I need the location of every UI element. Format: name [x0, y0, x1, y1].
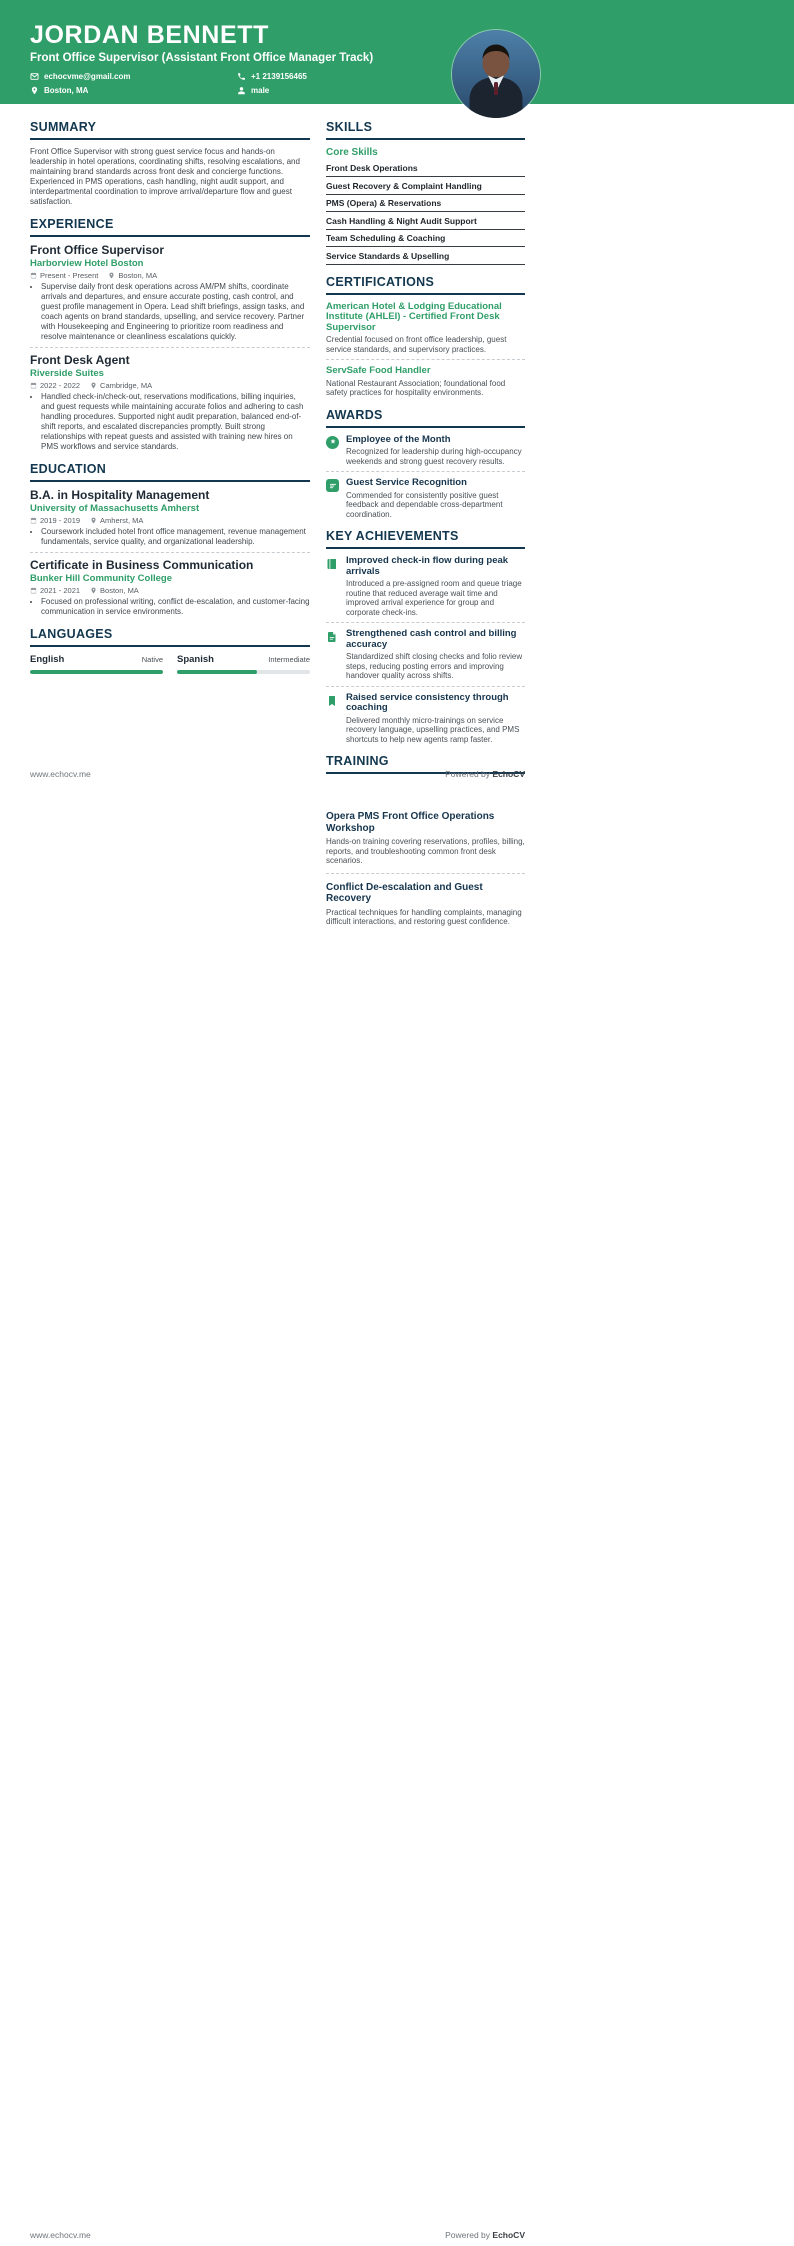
company-name: Riverside Suites — [30, 368, 104, 379]
file-icon — [326, 630, 339, 643]
contact-phone — [237, 72, 457, 81]
skill-item: Service Standards & Upselling — [326, 251, 525, 265]
skill-item: Team Scheduling & Coaching — [326, 233, 525, 247]
award-description: Recognized for leadership during high-occupancy weekends and strong guest recovery results. — [346, 447, 522, 466]
right-column — [326, 120, 525, 784]
training-description: Hands-on training covering reservations, profiles, billing, reports, and troubleshooting common front desk scenarios. — [326, 837, 525, 865]
school-name: University of Massachusetts Amherst — [30, 503, 200, 514]
dates-text: Present - Present — [40, 271, 99, 280]
dates-chip — [30, 586, 80, 595]
item-separator — [326, 471, 525, 472]
calendar-icon — [30, 272, 37, 279]
location-pin-icon — [90, 587, 97, 594]
email-text: echocvme@gmail.com — [44, 72, 131, 81]
job-location-text: Cambridge, MA — [100, 381, 153, 390]
resume-header — [0, 0, 794, 104]
skill-item: PMS (Opera) & Reservations — [326, 198, 525, 212]
achievement-content — [346, 629, 525, 681]
training-heading: TRAINING — [326, 754, 525, 774]
email-icon — [30, 72, 39, 81]
education-meta — [30, 516, 310, 525]
awards-heading: AWARDS — [326, 408, 525, 428]
award-item — [326, 435, 525, 467]
candidate-headline: Front Office Supervisor (Assistant Front Office Manager Track) — [30, 52, 374, 64]
calendar-icon — [30, 517, 37, 524]
achievements-heading: KEY ACHIEVEMENTS — [326, 529, 525, 549]
degree-title: Certificate in Business Communication — [30, 558, 254, 572]
certifications-heading: CERTIFICATIONS — [326, 275, 525, 295]
skill-item: Guest Recovery & Complaint Handling — [326, 181, 525, 195]
training-item — [326, 811, 525, 866]
section-summary — [30, 120, 310, 207]
section-education — [30, 462, 310, 617]
profile-photo — [452, 30, 540, 118]
achievement-item — [326, 629, 525, 681]
job-location-text: Boston, MA — [118, 271, 158, 280]
dates-chip — [30, 516, 80, 525]
experience-heading: EXPERIENCE — [30, 217, 310, 237]
training-description: Practical techniques for handling complaints, managing difficult interactions, and restoring guest confidence. — [326, 907, 522, 926]
location-pin-icon — [90, 382, 97, 389]
powered-by-prefix: Powered by — [445, 769, 491, 779]
phone-icon — [237, 72, 246, 81]
achievement-description: Introduced a pre-assigned room and queue triage routine that reduced average wait time and improved arrival experience for group and corporate check-ins. — [346, 579, 522, 617]
skills-group-label: Core Skills — [326, 147, 378, 158]
contact-list — [30, 72, 764, 95]
section-certifications — [326, 275, 525, 398]
certification-title: American Hotel & Lodging Educational Institute (AHLEI) - Certified Front Desk Supervisor — [326, 300, 502, 333]
language-item — [30, 654, 163, 674]
person-icon — [237, 86, 246, 95]
achievement-item — [326, 693, 525, 745]
powered-by-prefix: Powered by — [445, 2230, 491, 2240]
training-title: Opera PMS Front Office Operations Workshop — [326, 811, 495, 834]
item-separator — [326, 873, 525, 874]
resume-body — [0, 104, 794, 784]
medal-icon — [326, 436, 339, 449]
award-description: Commended for consistently positive guest feedback and dependable cross-department coordination. — [346, 490, 503, 519]
education-bullet: • Focused on professional writing, conflict de-escalation, and customer-facing communication in service environments. — [41, 597, 310, 617]
phone-text: +1 2139156465 — [251, 72, 307, 81]
item-separator — [326, 622, 525, 623]
location-chip — [90, 586, 139, 595]
candidate-name: JORDAN BENNETT — [30, 21, 269, 49]
language-level: Native — [141, 655, 163, 664]
school-location-text: Boston, MA — [100, 586, 139, 595]
award-title: Guest Service Recognition — [346, 477, 467, 488]
section-languages — [30, 627, 310, 674]
section-key-achievements — [326, 529, 525, 744]
training-item — [326, 882, 525, 927]
training-title: Conflict De-escalation and Guest Recovery — [326, 881, 483, 904]
degree-title: B.A. in Hospitality Management — [30, 488, 210, 502]
job-title: Front Office Supervisor — [30, 243, 165, 257]
item-separator — [326, 686, 525, 687]
location-chip — [90, 516, 143, 525]
school-location-text: Amherst, MA — [100, 516, 144, 525]
language-progress-fill — [30, 670, 163, 674]
certificate-icon — [326, 479, 339, 492]
calendar-icon — [30, 587, 37, 594]
skills-heading: SKILLS — [326, 120, 525, 140]
dates-text: 2022 - 2022 — [40, 381, 81, 390]
job-title: Front Desk Agent — [30, 353, 130, 367]
gender-text: male — [251, 86, 270, 95]
languages-grid — [30, 654, 310, 674]
location-chip — [108, 271, 157, 280]
achievement-title: Strengthened cash control and billing accuracy — [346, 628, 517, 650]
achievement-description: Delivered monthly micro-trainings on service recovery language, upselling practices, and PMS shortcuts to help new agents ramp faster. — [346, 715, 520, 744]
award-item — [326, 478, 525, 519]
location-pin-icon — [108, 272, 115, 279]
job-meta — [30, 381, 310, 390]
item-separator — [30, 347, 310, 348]
summary-text: Front Office Supervisor with strong guest service focus and hands-on leadership in hotel operations, coordinating shifts, resolving escalations, and maintaining brand standards across front desk and concierge functions. Experienced in PMS operations, cash handling, night audit support, and interdepartmental coordination to improve arrival/departure flow and guest satisfaction. — [30, 147, 300, 206]
job-bullets — [30, 392, 310, 452]
certification-description: National Restaurant Association; foundational food safety practices for hospitality environments. — [326, 378, 506, 397]
training-items — [326, 811, 525, 927]
education-bullet: • Coursework included hotel front office management, revenue management fundamentals, service quality, and organizational leadership. — [41, 527, 310, 547]
powered-by — [445, 2230, 525, 2240]
language-progress-fill — [177, 670, 257, 674]
location-pin-icon — [90, 517, 97, 524]
footer-site-link[interactable]: www.echocv.me — [30, 769, 91, 779]
achievement-item — [326, 556, 525, 617]
section-experience — [30, 217, 310, 452]
section-awards — [326, 408, 525, 520]
achievement-content — [346, 556, 525, 617]
education-bullets — [30, 597, 310, 617]
achievement-description: Standardized shift closing checks and folio review steps, reducing posting errors and improving handover quality across shifts. — [346, 652, 523, 680]
resume-page-2 — [0, 785, 794, 2246]
location-icon — [30, 86, 39, 95]
language-name: English — [30, 654, 65, 665]
skill-item: Cash Handling & Night Audit Support — [326, 216, 525, 230]
education-meta — [30, 586, 310, 595]
job-meta — [30, 271, 310, 280]
contact-email[interactable] — [30, 72, 237, 81]
education-heading: EDUCATION — [30, 462, 310, 482]
education-item — [30, 559, 310, 617]
item-separator — [30, 552, 310, 553]
dates-chip — [30, 271, 98, 280]
skill-item: Front Desk Operations — [326, 163, 525, 177]
language-name: Spanish — [177, 654, 214, 665]
brand-link[interactable]: EchoCV — [492, 769, 525, 779]
bookmark-icon — [326, 694, 339, 707]
experience-item — [30, 354, 310, 452]
avatar — [452, 30, 540, 118]
calendar-icon — [30, 382, 37, 389]
book-icon — [326, 557, 339, 570]
certification-description: Credential focused on front office leadership, guest service standards, and supervisory practices. — [326, 335, 507, 354]
footer-site-link[interactable]: www.echocv.me — [30, 2230, 91, 2240]
company-name: Harborview Hotel Boston — [30, 258, 144, 269]
left-column — [30, 120, 310, 784]
achievement-content — [346, 693, 525, 745]
item-separator — [326, 359, 525, 360]
language-level: Intermediate — [268, 655, 310, 664]
dates-text: 2019 - 2019 — [40, 516, 81, 525]
location-text: Boston, MA — [44, 86, 89, 95]
language-progress-track — [177, 670, 310, 674]
job-bullet: • Handled check-in/check-out, reservations modifications, billing inquiries, and guest requests while maintaining accurate folios and adhering to cash handling procedures. Supported night audit preparation, balanced end-of-shift reports, and escalated discrepancies promptly. Built strong relationships with repeat guests and assisted with training new hires on PMS workflows and service standards. — [41, 392, 310, 452]
page-footer — [30, 2230, 525, 2240]
powered-by — [445, 769, 525, 779]
award-title: Employee of the Month — [346, 433, 451, 445]
language-progress-track — [30, 670, 163, 674]
summary-heading: SUMMARY — [30, 120, 310, 140]
school-name: Bunker Hill Community College — [30, 573, 172, 584]
dates-text: 2021 - 2021 — [40, 586, 81, 595]
contact-location — [30, 86, 237, 95]
language-item — [177, 654, 310, 674]
achievement-title: Raised service consistency through coaching — [346, 691, 509, 713]
achievement-title: Improved check-in flow during peak arrivals — [346, 555, 509, 577]
languages-heading: LANGUAGES — [30, 627, 310, 647]
job-bullets — [30, 282, 310, 342]
job-bullet: • Supervise daily front desk operations across AM/PM shifts, coordinate arrivals and departures, and ensure accurate posting, cash control, and guest profile management in Opera. Lead shift briefings, assign tasks, and coach agents on brand standards, upselling, and service recovery. Partner with Housekeeping and Engineering to prioritize room readiness and resolve maintenance or cleanliness escalations quickly. — [41, 282, 310, 342]
resume-page-1 — [0, 0, 794, 785]
contact-gender — [237, 86, 457, 95]
section-skills — [326, 120, 525, 265]
certification-title: ServSafe Food Handler — [326, 365, 431, 376]
page-footer — [30, 769, 525, 779]
award-content — [346, 478, 525, 519]
education-bullets — [30, 527, 310, 547]
location-chip — [90, 381, 152, 390]
education-item — [30, 489, 310, 547]
experience-item — [30, 244, 310, 342]
brand-link[interactable]: EchoCV — [492, 2230, 525, 2240]
certification-item — [326, 366, 525, 398]
certification-item — [326, 302, 525, 355]
dates-chip — [30, 381, 80, 390]
award-content — [346, 435, 525, 467]
